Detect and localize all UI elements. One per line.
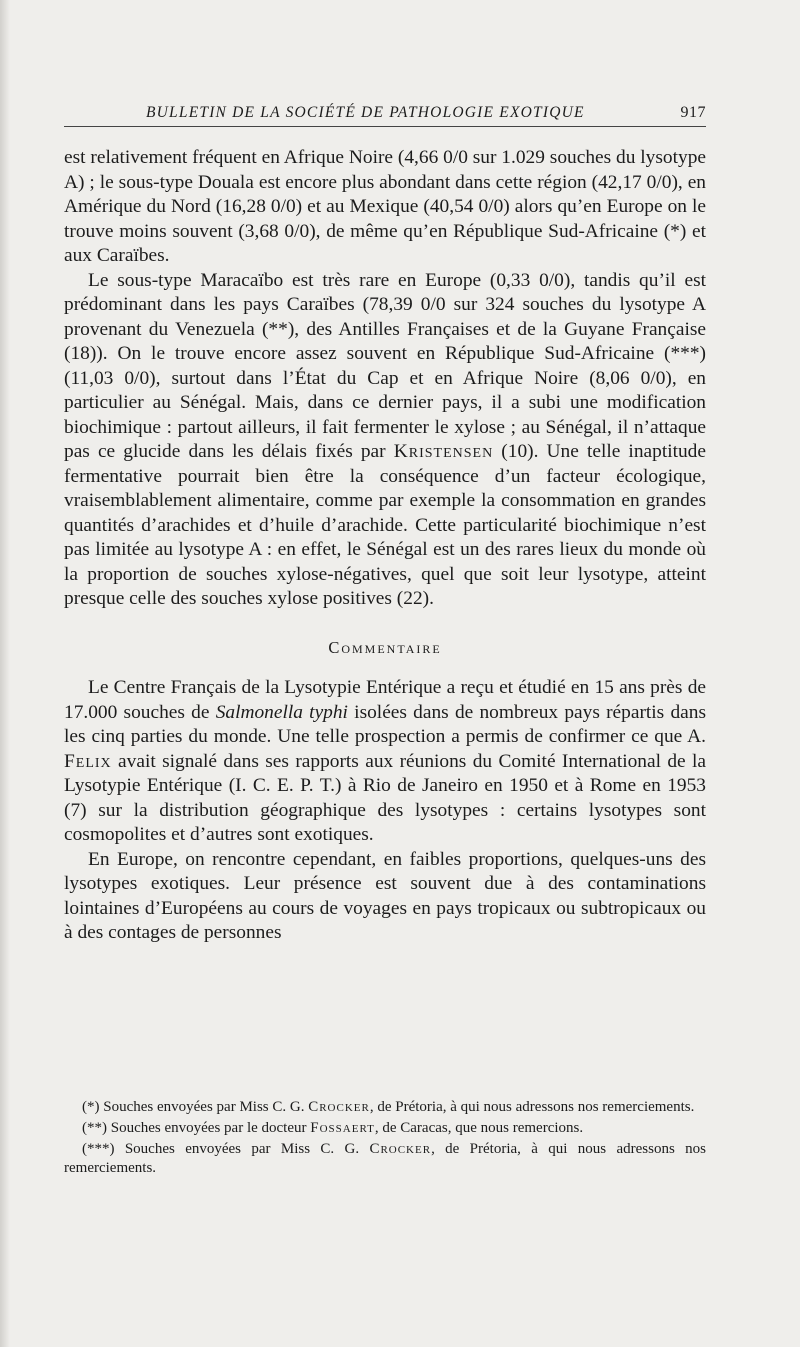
species-name: Salmonella typhi	[215, 701, 348, 723]
running-header	[64, 104, 706, 127]
page-spine-shadow	[0, 0, 10, 1347]
paragraph-2	[64, 269, 706, 612]
footnote-3	[64, 1140, 706, 1178]
author-name-felix: Felix	[64, 750, 112, 772]
footnote-1-part-b: , de Prétoria, à qui nous adressons nos remerciements.	[369, 1099, 695, 1115]
footnote-1-part-a: (*) Souches envoyées par Miss C. G.	[82, 1099, 309, 1115]
paragraph-1: est relativement fréquent en Afrique Noire (4,66 0/0 sur 1.029 souches du lysotype A) ; le sous-type Douala est encore plus abondant dans cette région (42,17 0/0), en Amérique du Nord (16,28 0/0) et au Mexique (40,54 0/0) alors qu’en Europe on le trouve moins souvent (3,68 0/0), de même qu’en République Sud-Africaine (*) et aux Caraïbes.	[64, 147, 706, 266]
footnote-1	[64, 1098, 706, 1117]
paragraph-3-part-c: avait signalé dans ses rapports aux réunions du Comité International de la Lysotypie Entérique (I. C. E. P. T.) à Rio de Janeiro en 1950 et à Rome en 1953 (7) sur la distribution géographique des lysotypes : certains lysotypes sont cosmopolites et d’autres sont exotiques.	[64, 750, 706, 845]
footnote-3-part-a: (***) Souches envoyées par Miss C. G.	[82, 1141, 370, 1157]
footnote-3-name: Crocker	[369, 1141, 432, 1157]
body-text	[64, 146, 706, 946]
page-number: 917	[680, 104, 706, 121]
paragraph-3-part-a: Le Centre Français de la Lysotypie Entérique a reçu et étudié en 15 ans près de 17.000 souches de	[64, 677, 706, 723]
footnotes	[64, 1098, 706, 1180]
author-name-kristensen: Kristensen	[393, 441, 494, 462]
paragraph-4: En Europe, on rencontre cependant, en faibles proportions, quelques-uns des lysotypes exotiques. Leur présence est souvent due à des contaminations lointaines d’Européens au cours de voyages en pays tropicaux ou subtropicaux ou à des contages de personnes	[64, 848, 706, 943]
footnote-2-name: Fossaert	[310, 1120, 375, 1136]
footnote-3-part-b: , de Prétoria, à qui nous adressons nos remerciements.	[64, 1141, 706, 1176]
paragraph-3-part-b: isolées dans de nombreux pays répartis dans les cinq parties du monde. Une telle prospection a permis de confirmer ce que A.	[64, 701, 706, 747]
paragraph-2-part-a: Le sous-type Maracaïbo est très rare en Europe (0,33 0/0), tandis qu’il est prédominant dans les pays Caraïbes (78,39 0/0 sur 324 souches du lysotype A provenant du Venezuela (**), des Antilles Françaises et de la Guyane Française (18)). On le trouve encore assez souvent en République Sud-Africaine (***) (11,03 0/0), surtout dans l’État du Cap et en Afrique Noire (8,06 0/0), en particulier au Sénégal. Mais, dans ce dernier pays, il a subi une modification biochimique : partout ailleurs, il fait fermenter le xylose ; au Sénégal, il n’attaque pas ce glucide dans les délais fixés par	[64, 269, 706, 462]
section-heading: Commentaire	[328, 637, 442, 657]
journal-running-title: BULLETIN DE LA SOCIÉTÉ DE PATHOLOGIE EXOTIQUE	[146, 104, 585, 121]
footnote-1-name: Crocker	[308, 1099, 370, 1115]
footnote-2-part-a: (**) Souches envoyées par le docteur	[82, 1120, 311, 1136]
footnote-2	[64, 1119, 706, 1138]
paragraph-3	[64, 676, 706, 848]
footnote-2-part-b: , de Caracas, que nous remercions.	[374, 1120, 584, 1136]
paragraph-2-part-b: (10). Une telle inaptitude fermentative pourrait bien être la conséquence d’un facteur écologique, vraisemblablement alimentaire, comme par exemple la consommation en grandes quantités d’arachides et d’huile d’arachide. Cette particularité biochimique n’est pas limitée au lysotype A : en effet, le Sénégal est un des rares lieux du monde où la proportion de souches xylose-négatives, quel que soit leur lysotype, atteint presque celle des souches xylose positives (22).	[64, 441, 706, 609]
